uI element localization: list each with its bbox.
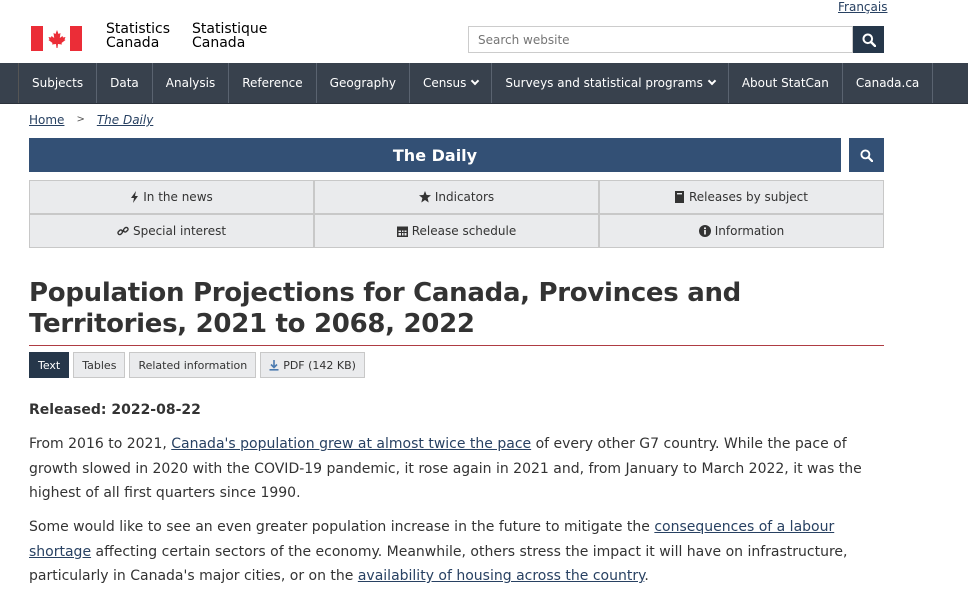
paragraph-1: From 2016 to 2021, Canada's population grew at almost twice the pace of every other G7 country. While the pace of growth slowed in 2020 with the COVID-19 pandemic, it rose again in 2021 and, from January to March 2022, it was the highest of all first quarters since 1990. — [29, 436, 862, 501]
housing-availability-link[interactable]: availability of housing across the country — [357, 568, 645, 584]
statcan-logo[interactable] — [31, 22, 267, 51]
subnav-releases-by-subject[interactable]: Releases by subject — [599, 180, 884, 214]
subnav-in-the-news[interactable]: In the news — [29, 180, 314, 214]
menu-item-subjects[interactable]: Subjects — [19, 63, 97, 103]
bolt-icon — [130, 191, 139, 203]
tab-related-information[interactable]: Related information — [129, 352, 256, 378]
wordmark — [106, 22, 267, 50]
release-date: Released: 2022-08-22 — [29, 402, 201, 418]
page-title: Population Projections for Canada, Provinces and Territories, 2021 to 2068, 2022 — [29, 278, 884, 346]
menu-item-reference[interactable]: Reference — [229, 63, 316, 103]
subnav-release-schedule[interactable]: Release schedule — [314, 214, 599, 248]
calendar-icon — [397, 225, 408, 237]
search-button[interactable] — [853, 26, 884, 53]
info-icon — [699, 225, 711, 237]
wordmark-french: Statistique Canada — [192, 21, 268, 51]
star-icon — [419, 191, 431, 203]
menu-item-geography[interactable]: Geography — [317, 63, 410, 103]
site-search — [468, 26, 884, 53]
menu-item-analysis[interactable]: Analysis — [153, 63, 229, 103]
subnav-information[interactable]: Information — [599, 214, 884, 248]
menu-item-surveys[interactable]: Surveys and statistical programs — [492, 63, 728, 103]
search-input[interactable] — [468, 26, 853, 53]
population-growth-link[interactable]: Canada's population grew at almost twice the pace — [171, 436, 532, 452]
subnav-indicators[interactable]: Indicators — [314, 180, 599, 214]
tab-pdf[interactable]: PDF (142 KB) — [260, 352, 365, 378]
menu-item-data[interactable]: Data — [97, 63, 153, 103]
link-icon — [117, 225, 129, 237]
language-toggle-link[interactable]: Français — [838, 0, 888, 14]
search-icon — [860, 149, 873, 162]
subnav-special-interest[interactable]: Special interest — [29, 214, 314, 248]
tab-tables[interactable]: Tables — [73, 352, 125, 378]
chevron-down-icon — [708, 77, 716, 85]
format-tabs — [29, 352, 365, 378]
main-menu — [0, 63, 968, 104]
tab-text[interactable]: Text — [29, 352, 69, 378]
breadcrumb-home[interactable]: Home — [29, 113, 65, 127]
daily-search-button[interactable] — [849, 138, 884, 172]
wordmark-english: Statistics Canada — [106, 21, 170, 51]
labour-shortage-link[interactable]: consequences of a labour shortage — [29, 519, 835, 560]
the-daily-banner[interactable]: The Daily — [29, 138, 841, 172]
breadcrumb — [29, 113, 153, 127]
chevron-down-icon — [471, 77, 479, 85]
canada-flag-icon — [31, 26, 82, 51]
search-icon — [862, 33, 876, 47]
book-icon — [675, 191, 685, 203]
breadcrumb-the-daily[interactable]: The Daily — [96, 113, 154, 127]
download-icon — [269, 360, 279, 371]
menu-item-about[interactable]: About StatCan — [729, 63, 843, 103]
breadcrumb-separator: > — [76, 114, 85, 125]
paragraph-2: Some would like to see an even greater population increase in the future to mitigate the consequences of a labour shortage affecting certain sectors of the economy. Meanwhile, others stress the impact it will have on infrastructure, particularly in Canada's major cities, or on the availability of housing across the country. — [29, 519, 848, 584]
menu-item-census[interactable]: Census — [410, 63, 492, 103]
daily-subnav — [29, 180, 884, 248]
menu-item-canada-ca[interactable]: Canada.ca — [843, 63, 933, 103]
